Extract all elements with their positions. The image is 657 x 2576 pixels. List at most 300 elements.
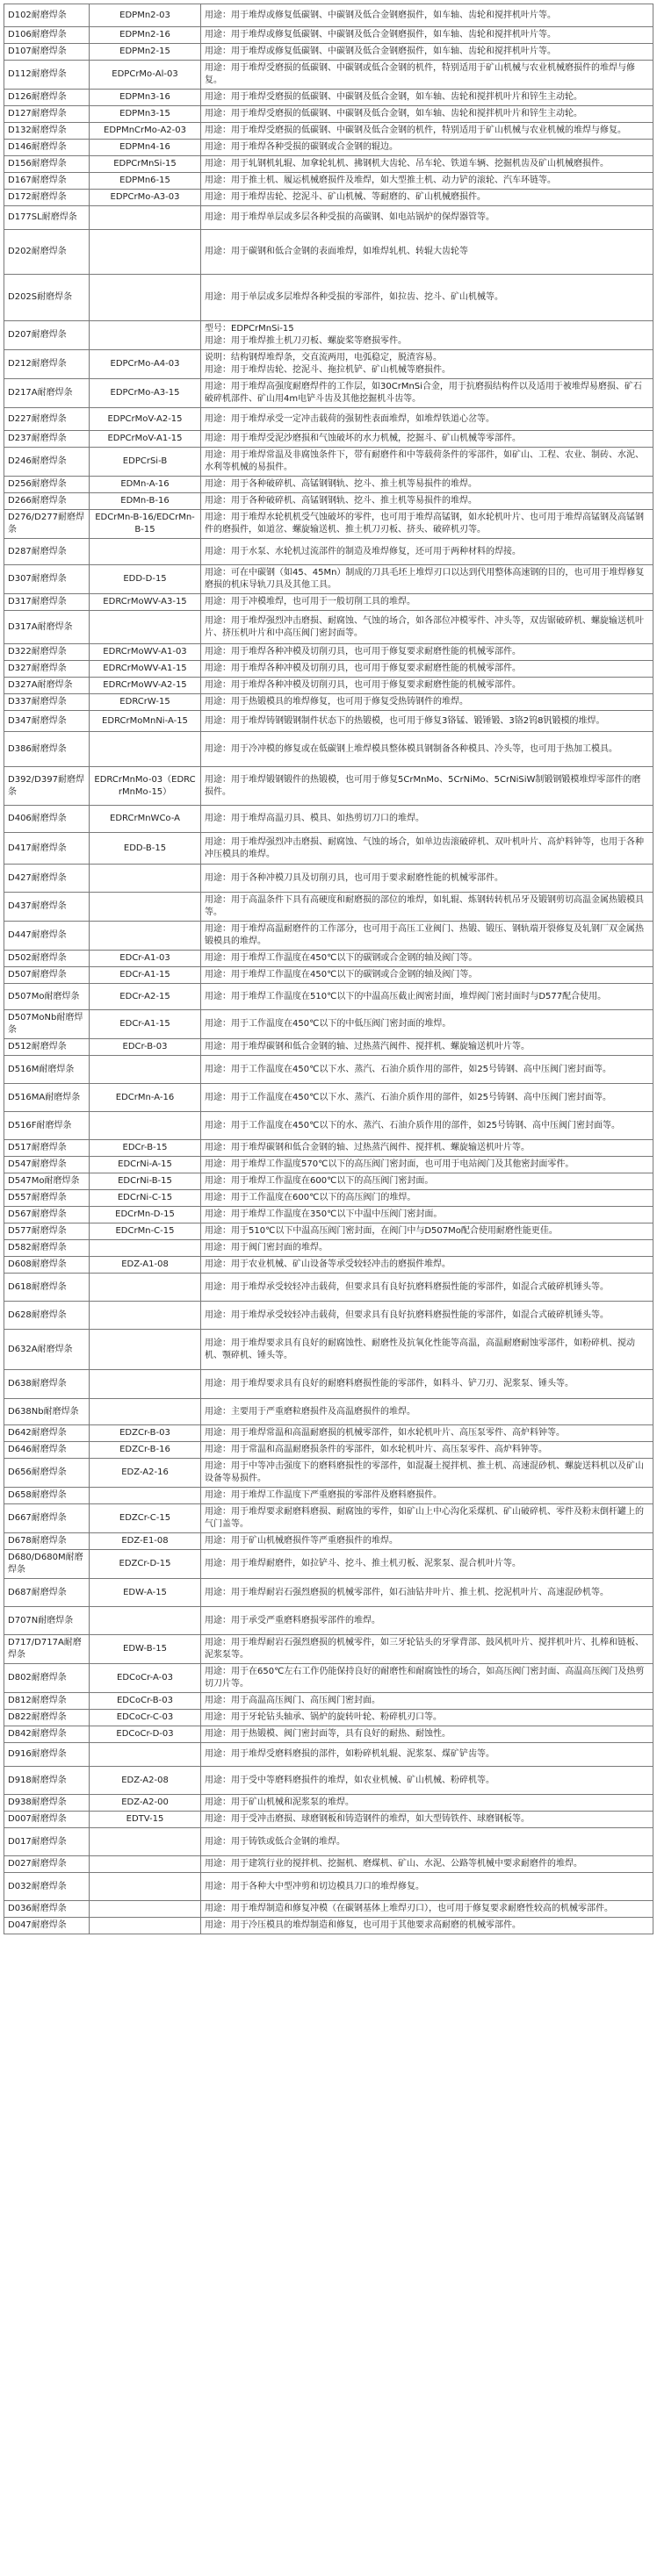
product-name-cell: D822耐磨焊条 <box>4 1710 90 1726</box>
model-cell: EDMn-A-16 <box>90 477 201 493</box>
usage-cell: 用途：用于堆焊受磨损的低碳钢、中碳钢或低合金钢的机件，特别适用于矿山机械与农业机械磨损件的堆焊与修复。 <box>201 61 653 90</box>
usage-cell: 用途：用于堆焊各种冲模及切削刃具，也可用于修复要求耐磨性能的机械零部件。 <box>201 661 653 678</box>
model-cell <box>90 1873 201 1901</box>
model-cell <box>90 1240 201 1257</box>
table-row <box>4 1579 653 1607</box>
usage-cell: 用途：用于高温条件下具有高硬度和耐磨损的部位的堆焊，如轧辊、炼钢转转机吊牙及锻钢剪切高温金属热锻模具等。 <box>201 893 653 922</box>
usage-cell: 说明：结构钢焊堆焊条，交直流两用，电弧稳定，脱渣容易。 用途：用于堆焊齿轮、挖泥斗、拖拉机铲、矿山机械等磨损件。 <box>201 350 653 379</box>
usage-cell: 用途：用于堆焊或修复低碳钢、中碳钢及低合金钢磨损件，如车轴、齿轮和搅拌机叶片等。 <box>201 4 653 27</box>
product-name-cell: D812耐磨焊条 <box>4 1693 90 1710</box>
product-name-cell: D632A耐磨焊条 <box>4 1330 90 1370</box>
table-row <box>4 206 653 230</box>
product-name-cell: D646耐磨焊条 <box>4 1442 90 1459</box>
usage-cell: 用途：用于堆焊工作温度在510℃以下的中温高压截止阀密封面，堆焊阀门密封面时与D577配合使用。 <box>201 984 653 1010</box>
product-name-cell: D207耐磨焊条 <box>4 321 90 350</box>
table-row <box>4 275 653 321</box>
table-row <box>4 1425 653 1442</box>
product-name-cell: D392/D397耐磨焊条 <box>4 767 90 806</box>
product-name-cell: D246耐磨焊条 <box>4 448 90 477</box>
product-name-cell: D517耐磨焊条 <box>4 1140 90 1157</box>
model-cell <box>90 1488 201 1504</box>
product-name-cell: D266耐磨焊条 <box>4 493 90 510</box>
product-name-cell: D047耐磨焊条 <box>4 1918 90 1934</box>
product-name-cell: D628耐磨焊条 <box>4 1302 90 1330</box>
model-cell: EDZ-A2-16 <box>90 1459 201 1488</box>
model-cell: EDW-A-15 <box>90 1579 201 1607</box>
usage-cell: 用途：用于堆焊常温及非腐蚀条件下，带有耐磨件和中等载荷条件的零部件，如矿山、工程、农业、制砖、水泥、水利等机械的易损件。 <box>201 448 653 477</box>
product-name-cell: D678耐磨焊条 <box>4 1533 90 1550</box>
usage-cell: 用途：用于堆焊要求具有良好的耐腐蚀性、耐磨性及抗氧化性能等高温，高温耐磨耐蚀零部件，如粉碎机、搅动机、颚碎机、锤头等。 <box>201 1330 653 1370</box>
usage-cell: 用途：用于冷压模具的堆焊制造和修复，也可用于其他要求高耐磨的机械零部件。 <box>201 1918 653 1934</box>
model-cell: EDPCrMo-A3-15 <box>90 379 201 408</box>
product-name-cell: D658耐磨焊条 <box>4 1488 90 1504</box>
usage-cell: 用途：用于堆焊或修复低碳钢、中碳钢及低合金钢磨损件，如车轴、齿轮和搅拌机叶片等。 <box>201 44 653 61</box>
product-name-cell: D167耐磨焊条 <box>4 173 90 190</box>
usage-cell: 用途：用于各种破碎机、高锰钢钢轨、挖斗、推土机等易损件的堆焊。 <box>201 477 653 493</box>
model-cell <box>90 1856 201 1873</box>
product-name-cell: D582耐磨焊条 <box>4 1240 90 1257</box>
product-name-cell: D347耐磨焊条 <box>4 711 90 732</box>
product-name-cell: D502耐磨焊条 <box>4 951 90 967</box>
table-row <box>4 922 653 951</box>
usage-cell: 用途：用于堆焊制造和修复冲模（在碳钢基体上堆焊刃口），也可用于修复要求耐磨性较高的机械零部件。 <box>201 1901 653 1918</box>
table-row <box>4 1157 653 1173</box>
product-name-cell: D027耐磨焊条 <box>4 1856 90 1873</box>
usage-cell: 用途：用于受中等磨料磨损件的堆焊，如农业机械、矿山机械、粉碎机等。 <box>201 1767 653 1795</box>
usage-cell: 用途：用于堆焊要求耐磨料磨损、耐腐蚀的零件，如矿山上中心沟化采煤机、矿山破碎机、零件及粉末倒杆罐上的气门盖等。 <box>201 1504 653 1533</box>
model-cell: EDCrNi-B-15 <box>90 1173 201 1190</box>
product-name-cell: D918耐磨焊条 <box>4 1767 90 1795</box>
table-row <box>4 1240 653 1257</box>
product-name-cell: D217A耐磨焊条 <box>4 379 90 408</box>
usage-cell: 用途：用于矿山机械和泥浆泵的堆焊。 <box>201 1795 653 1812</box>
table-row <box>4 61 653 90</box>
usage-cell: 用途：用于冷冲模的修复或在低碳钢上堆焊模具整体模具钢制备各种模具、冷头等，也可用于热加工模具。 <box>201 732 653 767</box>
table-row <box>4 431 653 448</box>
table-row <box>4 493 653 510</box>
usage-cell: 用途：用于堆焊高温刃具、模具、如热剪切刀口的堆焊。 <box>201 806 653 833</box>
usage-cell: 用途：用于堆焊各种受损的碳钢或合金钢的辊边。 <box>201 140 653 156</box>
table-row <box>4 1607 653 1635</box>
table-row <box>4 1223 653 1240</box>
usage-cell: 用途：用于矿山机械磨损件等严重磨损件的堆焊。 <box>201 1533 653 1550</box>
usage-cell: 用途：用于堆焊锻钢锻件的热锻模，也可用于修复5CrMnMo、5CrNiMo、5CrNiSiW制锻钢锻模堆焊零部件的磨损件。 <box>201 767 653 806</box>
usage-cell: 用途：用于堆焊工作温度在600℃以下的高压阀门密封面。 <box>201 1173 653 1190</box>
table-row <box>4 967 653 984</box>
usage-cell: 用途：用于堆焊耐岩石强烈磨损的机械零件，如三牙轮钻头的牙掌背部、鼓风机叶片、搅拌机叶片、扎棒和链板、泥浆泵等。 <box>201 1635 653 1664</box>
model-cell: EDPMn2-16 <box>90 27 201 44</box>
usage-cell: 用途：用于堆焊高温耐磨件的工作部分，也可用于高压工业阀门、热锻、锻压、钢轨端开裂修复及轧钢厂双金属热锻模具的堆焊。 <box>201 922 653 951</box>
model-cell <box>90 1302 201 1330</box>
product-name-cell: D516MA耐磨焊条 <box>4 1084 90 1112</box>
product-name-cell: D156耐磨焊条 <box>4 156 90 173</box>
usage-cell: 用途：用于在650℃左右工作仍能保持良好的耐磨性和耐腐蚀性的场合，如高压阀门密封面、高温高压阀门及热剪切刀片等。 <box>201 1664 653 1693</box>
model-cell <box>90 865 201 893</box>
usage-cell: 用途：用于受冲击磨损、球磨钢板和铸造钢件的堆焊，如大型铸铁件、球磨钢板等。 <box>201 1812 653 1828</box>
table-row <box>4 711 653 732</box>
usage-cell: 用途：用于堆焊受磨损的低碳钢、中碳钢及低合金钢的机件，特别适用于矿山机械与农业机械的堆焊与修复。 <box>201 123 653 140</box>
product-name-cell: D256耐磨焊条 <box>4 477 90 493</box>
product-name-cell: D127耐磨焊条 <box>4 106 90 123</box>
table-row <box>4 190 653 206</box>
model-cell <box>90 206 201 230</box>
product-name-cell: D512耐磨焊条 <box>4 1039 90 1056</box>
usage-cell: 用途：用于堆焊各种冲模及切削刃具，也可用于修复要求耐磨性能的机械零部件。 <box>201 678 653 694</box>
usage-cell: 用途：用于堆焊工作温度在350℃以下中温中压阀门密封面。 <box>201 1207 653 1223</box>
table-row <box>4 1918 653 1934</box>
model-cell: EDRCrMoWV-A2-15 <box>90 678 201 694</box>
usage-cell: 用途：用于堆焊耐岩石强烈磨损的机械零部件，如石油钻井叶片、推土机、挖泥机叶片、高速混砂机等。 <box>201 1579 653 1607</box>
usage-cell: 用途：用于推土机、履运机械磨损件及堆焊，如大型推土机、动力铲的滚轮、汽车环链等。 <box>201 173 653 190</box>
model-cell <box>90 1056 201 1084</box>
table-row <box>4 678 653 694</box>
usage-cell: 用途：用于堆焊受泥沙磨损和气蚀破坏的水力机械，挖掘斗、矿山机械等零部件。 <box>201 431 653 448</box>
model-cell: EDMn-B-16 <box>90 493 201 510</box>
model-cell: EDZCr-D-15 <box>90 1550 201 1579</box>
product-name-cell: D172耐磨焊条 <box>4 190 90 206</box>
model-cell: EDTV-15 <box>90 1812 201 1828</box>
model-cell <box>90 1901 201 1918</box>
product-name-cell: D842耐磨焊条 <box>4 1726 90 1743</box>
table-row <box>4 1257 653 1274</box>
model-cell: EDRCrW-15 <box>90 694 201 711</box>
usage-cell: 用途：用于堆焊工作温度在450℃以下的碳钢或合金钢的轴及阀门等。 <box>201 967 653 984</box>
product-name-cell: D618耐磨焊条 <box>4 1274 90 1302</box>
table-row <box>4 1635 653 1664</box>
model-cell <box>90 230 201 275</box>
product-name-cell: D507耐磨焊条 <box>4 967 90 984</box>
model-cell: EDRCrMoMnNi-A-15 <box>90 711 201 732</box>
table-row <box>4 1274 653 1302</box>
table-row <box>4 321 653 350</box>
model-cell: EDCrMn-B-16/EDCrMn-B-15 <box>90 510 201 539</box>
model-cell: EDPCrMo-A4-03 <box>90 350 201 379</box>
table-row <box>4 106 653 123</box>
table-row <box>4 510 653 539</box>
usage-cell: 用途：用于热锻模具的堆焊修复，也可用于修复受热铸钢件的堆焊。 <box>201 694 653 711</box>
model-cell: EDRCrMnWCo-A <box>90 806 201 833</box>
product-name-cell: D547Mo耐磨焊条 <box>4 1173 90 1190</box>
usage-cell: 用途：用于堆焊铸钢锻钢制件状态下的热锻模，也可用于修复3铬锰、锻锤锻、3铬2钨8钒锻模的堆焊。 <box>201 711 653 732</box>
table-row <box>4 1693 653 1710</box>
product-name-cell: D132耐磨焊条 <box>4 123 90 140</box>
table-body <box>4 4 653 1934</box>
product-name-cell: D802耐磨焊条 <box>4 1664 90 1693</box>
table-row <box>4 408 653 431</box>
product-name-cell: D327耐磨焊条 <box>4 661 90 678</box>
table-row <box>4 865 653 893</box>
table-row <box>4 448 653 477</box>
model-cell: EDZ-A2-08 <box>90 1767 201 1795</box>
table-row <box>4 1873 653 1901</box>
model-cell: EDRCrMnMo-03（EDRCrMnMo-15） <box>90 767 201 806</box>
model-cell: EDCrMn-A-16 <box>90 1084 201 1112</box>
usage-cell: 用途：用于堆焊承受较轻冲击载荷，但要求具有良好抗磨料磨损性能的零部件，如混合式破碎机锤头等。 <box>201 1274 653 1302</box>
usage-cell: 用途：用于堆焊受磨料磨损的部件，如粉碎机轧辊、泥浆泵、煤矿铲齿等。 <box>201 1743 653 1767</box>
product-name-cell: D680/D680M耐磨焊条 <box>4 1550 90 1579</box>
usage-cell: 用途：用于堆焊耐磨件，如拉铲斗、挖斗、推土机刃板、泥浆泵、混合机叶片等。 <box>201 1550 653 1579</box>
table-row <box>4 767 653 806</box>
table-row <box>4 1504 653 1533</box>
product-name-cell: D317耐磨焊条 <box>4 594 90 611</box>
product-name-cell: D322耐磨焊条 <box>4 644 90 661</box>
table-row <box>4 1459 653 1488</box>
usage-cell: 用途：用于堆焊或修复低碳钢、中碳钢及低合金钢磨损件，如车轴、齿轮和搅拌机叶片等。 <box>201 27 653 44</box>
table-row <box>4 1190 653 1207</box>
usage-cell: 用途：用于工作温度在450℃以下的水、蒸汽、石油介质作用的部件，如25号铸钢、高中压阀门密封面等。 <box>201 1112 653 1140</box>
product-name-cell: D638耐磨焊条 <box>4 1370 90 1399</box>
model-cell <box>90 1112 201 1140</box>
product-name-cell: D916耐磨焊条 <box>4 1743 90 1767</box>
table-row <box>4 806 653 833</box>
usage-cell: 用途：用于堆焊工作温度570℃以下的高压阀门密封面，也可用于电站阀门及其他密封面零件。 <box>201 1157 653 1173</box>
usage-cell: 用途：用于工作温度在450℃以下水、蒸汽、石油介质作用的部件，如25号铸钢、高中压阀门密封面等。 <box>201 1084 653 1112</box>
table-row <box>4 1010 653 1039</box>
product-name-cell: D427耐磨焊条 <box>4 865 90 893</box>
model-cell <box>90 732 201 767</box>
table-row <box>4 1039 653 1056</box>
model-cell <box>90 539 201 565</box>
table-row <box>4 1488 653 1504</box>
product-name-cell: D386耐磨焊条 <box>4 732 90 767</box>
product-name-cell: D327A耐磨焊条 <box>4 678 90 694</box>
table-row <box>4 1533 653 1550</box>
product-name-cell: D417耐磨焊条 <box>4 833 90 865</box>
model-cell: EDCoCr-C-03 <box>90 1710 201 1726</box>
model-cell: EDCrMn-C-15 <box>90 1223 201 1240</box>
usage-cell: 用途：用于单层或多层堆焊各种受损的零部件，如拉齿、挖斗、矿山机械等。 <box>201 275 653 321</box>
model-cell: EDCrNi-C-15 <box>90 1190 201 1207</box>
model-cell: EDPMnCrMo-A2-03 <box>90 123 201 140</box>
usage-cell: 用途：用于堆焊水轮机机受气蚀破坏的零件，也可用于堆焊高锰钢，如水轮机叶片、也可用于堆焊高锰钢及高锰钢件的磨损件，如道岔、螺旋输送机、推土机刀刃板、挤头、破碎机刃等。 <box>201 510 653 539</box>
table-row <box>4 1140 653 1157</box>
usage-cell: 用途：用于堆焊各种冲模及切削刃具，也可用于修复要求耐磨性能的机械零部件。 <box>201 644 653 661</box>
table-row <box>4 1812 653 1828</box>
usage-cell: 用途：用于堆焊工作温度下严重磨损的零部件及磨料磨损件。 <box>201 1488 653 1504</box>
product-name-cell: D516M耐磨焊条 <box>4 1056 90 1084</box>
product-name-cell: D202耐磨焊条 <box>4 230 90 275</box>
table-row <box>4 1207 653 1223</box>
product-name-cell: D406耐磨焊条 <box>4 806 90 833</box>
usage-cell: 用途：用于堆焊受磨损的低碳钢、中碳钢及低合金钢，如车轴、齿轮和搅拌机叶片和锌生主动轮。 <box>201 106 653 123</box>
table-row <box>4 44 653 61</box>
usage-cell: 用途：用于轧钢机轧辊、加拿轮轧机、拂钢机大齿轮、吊车轮、铁道车辆、挖掘机齿及矿山机械磨损件。 <box>201 156 653 173</box>
product-name-cell: D642耐磨焊条 <box>4 1425 90 1442</box>
table-row <box>4 173 653 190</box>
model-cell: EDPMn2-15 <box>90 44 201 61</box>
usage-cell: 用途：用于工作温度在600℃以下的高压阀门的堆焊。 <box>201 1190 653 1207</box>
product-name-cell: D202S耐磨焊条 <box>4 275 90 321</box>
model-cell: EDZCr-B-16 <box>90 1442 201 1459</box>
product-name-cell: D337耐磨焊条 <box>4 694 90 711</box>
model-cell: EDD-B-15 <box>90 833 201 865</box>
product-name-cell: D112耐磨焊条 <box>4 61 90 90</box>
usage-cell: 用途：用于建筑行业的搅拌机、挖掘机、磨煤机、矿山、水泥、公路等机械中要求耐磨件的堆焊。 <box>201 1856 653 1873</box>
usage-cell: 用途：用于热锻模、阀门密封面等，具有良好的耐热、耐蚀性。 <box>201 1726 653 1743</box>
table-row <box>4 90 653 106</box>
model-cell <box>90 321 201 350</box>
model-cell: EDRCrMoWV-A1-15 <box>90 661 201 678</box>
model-cell <box>90 1828 201 1856</box>
product-name-cell: D276/D277耐磨焊条 <box>4 510 90 539</box>
table-row <box>4 644 653 661</box>
product-name-cell: D557耐磨焊条 <box>4 1190 90 1207</box>
model-cell <box>90 922 201 951</box>
table-row <box>4 1330 653 1370</box>
table-row <box>4 1173 653 1190</box>
table-row <box>4 951 653 967</box>
model-cell <box>90 1607 201 1635</box>
product-name-cell: D007耐磨焊条 <box>4 1812 90 1828</box>
model-cell: EDPMn2-03 <box>90 4 201 27</box>
table-row <box>4 1442 653 1459</box>
usage-cell: 用途：用于堆焊碳钢和低合金钢的轴、过热蒸汽阀件、搅拌机、螺旋输送机叶片等。 <box>201 1039 653 1056</box>
table-row <box>4 379 653 408</box>
model-cell: EDPMn4-16 <box>90 140 201 156</box>
product-name-cell: D516F耐磨焊条 <box>4 1112 90 1140</box>
table-row <box>4 732 653 767</box>
product-name-cell: D577耐磨焊条 <box>4 1223 90 1240</box>
table-row <box>4 1112 653 1140</box>
usage-cell: 型号：EDPCrMnSi-15 用途：用于堆焊推土机刀刃板、螺旋桨等磨损零件。 <box>201 321 653 350</box>
table-row <box>4 1710 653 1726</box>
model-cell: EDPCrSi-B <box>90 448 201 477</box>
model-cell <box>90 275 201 321</box>
product-name-cell: D017耐磨焊条 <box>4 1828 90 1856</box>
product-name-cell: D227耐磨焊条 <box>4 408 90 431</box>
product-name-cell: D106耐磨焊条 <box>4 27 90 44</box>
product-name-cell: D317A耐磨焊条 <box>4 611 90 644</box>
product-name-cell: D447耐磨焊条 <box>4 922 90 951</box>
model-cell: EDRCrMoWV-A3-15 <box>90 594 201 611</box>
model-cell <box>90 1918 201 1934</box>
product-name-cell: D707N耐磨焊条 <box>4 1607 90 1635</box>
table-row <box>4 1856 653 1873</box>
model-cell: EDZ-A2-00 <box>90 1795 201 1812</box>
product-name-cell: D687耐磨焊条 <box>4 1579 90 1607</box>
usage-cell: 用途：用于阀门密封面的堆焊。 <box>201 1240 653 1257</box>
model-cell <box>90 893 201 922</box>
table-row <box>4 661 653 678</box>
model-cell: EDCoCr-B-03 <box>90 1693 201 1710</box>
model-cell: EDCrMn-D-15 <box>90 1207 201 1223</box>
model-cell: EDD-D-15 <box>90 565 201 594</box>
usage-cell: 用途：用于堆焊强烈冲击磨损、耐腐蚀、气蚀的场合，如单边齿滚破碎机、双叶机叶片、高炉料钟等，也用于各种冲压模具的堆焊。 <box>201 833 653 865</box>
model-cell: EDPCrMoV-A2-15 <box>90 408 201 431</box>
table-row <box>4 4 653 27</box>
usage-cell: 用途：用于堆焊齿轮、挖泥斗、矿山机械、等耐磨的、矿山机械磨损件。 <box>201 190 653 206</box>
usage-cell: 用途：用于堆焊碳钢和低合金钢的轴、过热蒸汽阀件、搅拌机、螺旋输送机叶片等。 <box>201 1140 653 1157</box>
model-cell: EDCr-B-15 <box>90 1140 201 1157</box>
table-row <box>4 539 653 565</box>
table-row <box>4 156 653 173</box>
product-name-cell: D667耐磨焊条 <box>4 1504 90 1533</box>
usage-cell: 用途：用于承受严重磨料磨损零部件的堆焊。 <box>201 1607 653 1635</box>
product-name-cell: D126耐磨焊条 <box>4 90 90 106</box>
product-name-cell: D177SL耐磨焊条 <box>4 206 90 230</box>
model-cell: EDPMn3-16 <box>90 90 201 106</box>
product-name-cell: D567耐磨焊条 <box>4 1207 90 1223</box>
usage-cell: 用途：可在中碳钢（如45、45Mn）制成的刀具毛坯上堆焊刃口以达到代用整体高速钢的目的，也可用于堆焊修复磨损的机床导轨刀具及其他工具。 <box>201 565 653 594</box>
model-cell: EDZCr-B-03 <box>90 1425 201 1442</box>
model-cell: EDW-B-15 <box>90 1635 201 1664</box>
table-row <box>4 694 653 711</box>
usage-cell: 用途：用于铸铁或低合金钢的堆焊。 <box>201 1828 653 1856</box>
table-row <box>4 1084 653 1112</box>
usage-cell: 用途：用于冲模堆焊，也可用于一般切削工具的堆焊。 <box>201 594 653 611</box>
usage-cell: 用途：用于堆焊强烈冲击磨损、耐腐蚀、气蚀的场合，如各部位冲模零件、冲头等，双齿锯破碎机、螺旋输送机叶片、挤压机叶片和中高压阀门密封面等。 <box>201 611 653 644</box>
model-cell <box>90 1743 201 1767</box>
usage-cell: 用途：用于各种破碎机、高锰钢钢轨、挖斗、推土机等易损件的堆焊。 <box>201 493 653 510</box>
product-name-cell: D638Nb耐磨焊条 <box>4 1399 90 1425</box>
table-row <box>4 1828 653 1856</box>
usage-cell: 用途：用于高温高压阀门、高压阀门密封面。 <box>201 1693 653 1710</box>
table-row <box>4 1550 653 1579</box>
model-cell: EDPCrMo-A3-03 <box>90 190 201 206</box>
table-row <box>4 833 653 865</box>
product-name-cell: D036耐磨焊条 <box>4 1901 90 1918</box>
table-row <box>4 1664 653 1693</box>
usage-cell: 用途：用于常温和高温耐磨损条件的零部件，如水轮机叶片、高压泵零件、高炉料钟等。 <box>201 1442 653 1459</box>
usage-cell: 用途：主要用于严重磨粒磨损件及高温磨损件的堆焊。 <box>201 1399 653 1425</box>
usage-cell: 用途：用于堆焊承受较轻冲击载荷，但要求具有良好抗磨料磨损性能的零部件，如混合式破碎机锤头等。 <box>201 1302 653 1330</box>
usage-cell: 用途：用于牙轮钻头轴承、锅炉的旋转叶轮、粉碎机刃口等。 <box>201 1710 653 1726</box>
usage-cell: 用途：用于堆焊要求具有良好的耐磨料磨损性能的零部件，如料斗、铲刀刃、泥浆泵、锤头等。 <box>201 1370 653 1399</box>
model-cell: EDCoCr-D-03 <box>90 1726 201 1743</box>
usage-cell: 用途：用于510℃以下中温高压阀门密封面，在阀门中与D507Mo配合使用耐磨性能更佳。 <box>201 1223 653 1240</box>
model-cell: EDZ-A1-08 <box>90 1257 201 1274</box>
product-name-cell: D938耐磨焊条 <box>4 1795 90 1812</box>
product-name-cell: D507MoNb耐磨焊条 <box>4 1010 90 1039</box>
model-cell: EDCr-A1-15 <box>90 967 201 984</box>
model-cell: EDPMn3-15 <box>90 106 201 123</box>
welding-electrode-table <box>4 4 653 1934</box>
model-cell <box>90 611 201 644</box>
usage-cell: 用途：用于碳钢和低合金钢的表面堆焊，如堆焊轧机、转辊大齿轮等 <box>201 230 653 275</box>
product-name-cell: D307耐磨焊条 <box>4 565 90 594</box>
usage-cell: 用途：用于堆焊受磨损的低碳钢、中碳钢及低合金钢，如车轴、齿轮和搅拌机叶片和锌生主动轮。 <box>201 90 653 106</box>
model-cell <box>90 1274 201 1302</box>
table-row <box>4 984 653 1010</box>
product-name-cell: D032耐磨焊条 <box>4 1873 90 1901</box>
model-cell: EDPCrMo-Al-03 <box>90 61 201 90</box>
table-row <box>4 1370 653 1399</box>
model-cell <box>90 1330 201 1370</box>
table-row <box>4 565 653 594</box>
product-name-cell: D717/D717A耐磨焊条 <box>4 1635 90 1664</box>
table-row <box>4 594 653 611</box>
model-cell: EDRCrMoWV-A1-03 <box>90 644 201 661</box>
usage-cell: 用途：用于工作温度在450℃以下水、蒸汽、石油介质作用的部件，如25号铸钢、高中压阀门密封面等。 <box>201 1056 653 1084</box>
table-row <box>4 893 653 922</box>
product-name-cell: D212耐磨焊条 <box>4 350 90 379</box>
product-name-cell: D102耐磨焊条 <box>4 4 90 27</box>
table-row <box>4 611 653 644</box>
usage-cell: 用途：用于堆焊工作温度在450℃以下的碳钢或合金钢的轴及阀门等。 <box>201 951 653 967</box>
usage-cell: 用途：用于水泵、水轮机过流部件的制造及堆焊修复，还可用于两种材料的焊接。 <box>201 539 653 565</box>
table-row <box>4 230 653 275</box>
product-name-cell: D507Mo耐磨焊条 <box>4 984 90 1010</box>
model-cell: EDPCrMnSi-15 <box>90 156 201 173</box>
table-row <box>4 1399 653 1425</box>
model-cell <box>90 1370 201 1399</box>
model-cell: EDZ-E1-08 <box>90 1533 201 1550</box>
model-cell: EDPMn6-15 <box>90 173 201 190</box>
model-cell: EDCr-A1-15 <box>90 1010 201 1039</box>
usage-cell: 用途：用于堆焊常温和高温耐磨损的机械零部件，如水轮机叶片、高压泵零件、高炉料钟等。 <box>201 1425 653 1442</box>
product-name-cell: D437耐磨焊条 <box>4 893 90 922</box>
table-row <box>4 1743 653 1767</box>
